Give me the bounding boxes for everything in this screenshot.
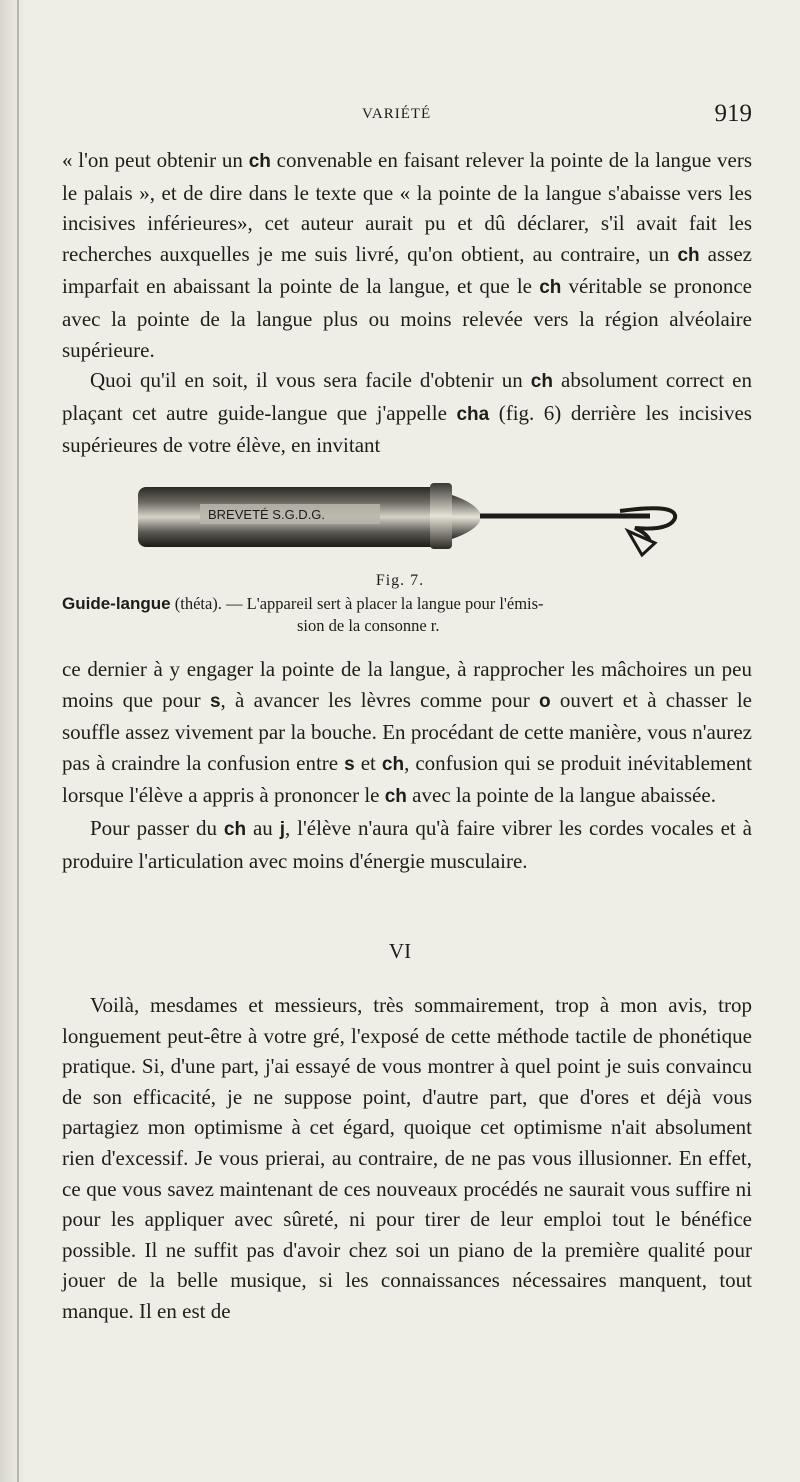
phoneme-mark: ch — [384, 786, 407, 808]
figure-caption — [62, 593, 762, 637]
text-run: Pour passer du — [90, 815, 224, 840]
ferrule — [430, 483, 452, 549]
figure-label: Fig. 7. — [375, 572, 425, 589]
caption-title: Guide-langue — [62, 594, 171, 613]
caption-line-1 — [62, 593, 762, 615]
phoneme-mark: cha — [456, 403, 490, 425]
text-block-1 — [62, 145, 752, 461]
phoneme-mark: s — [344, 753, 355, 775]
paragraph — [62, 990, 752, 1327]
binding-edge — [17, 0, 19, 1482]
paragraph — [62, 813, 752, 876]
phoneme-mark: s — [209, 690, 221, 712]
page-header — [62, 100, 752, 130]
text-run: , à avancer les lèvres comme pour — [220, 687, 539, 712]
phoneme-mark: ch — [223, 818, 247, 840]
text-run: convenable en faisant relever la pointe de la langue vers le palais », et de dire dans le texte que « la pointe de la langue s'abaisse vers les incisives inférieures», cet auteur aurait pu et dû déclarer, s'il avait fait les recherches auxquelles je me suis livré, qu'on obtient, au contraire, un — [62, 148, 753, 266]
text-run: avec la pointe de la langue abaissée. — [406, 783, 716, 808]
phoneme-mark: ch — [530, 371, 553, 393]
curl-tip — [620, 508, 675, 543]
caption-line-2: sion de la consonne r. — [297, 616, 440, 635]
text-run: Quoi qu'il en soit, il vous sera facile d'obtenir un — [90, 368, 531, 393]
phoneme-mark: ch — [381, 753, 405, 775]
text-run: , l'élève n'aura qu'à faire vibrer les cordes vocales et à produire l'articulation avec moins d'énergie musculaire. — [62, 815, 753, 873]
caption-text: (théta). — L'appareil sert à placer la langue pour l'émis- — [170, 594, 544, 613]
text-block-3 — [62, 990, 752, 1327]
paragraph — [62, 365, 752, 461]
phoneme-mark: ch — [539, 277, 562, 299]
brevete-stamp: BREVETÉ S.G.D.G. — [208, 507, 326, 522]
paragraph — [62, 145, 752, 365]
phoneme-mark: ch — [248, 151, 271, 172]
text-run: , confusion qui se produit inévitablement lorsque l'élève a appris à prononcer le — [62, 750, 752, 808]
neck — [452, 495, 480, 539]
text-run: au — [246, 815, 280, 840]
section-number: VI — [388, 939, 412, 963]
text-run: ce dernier à y engager la pointe de la langue, à rapprocher les mâchoires un peu moins que pour — [62, 657, 752, 712]
phoneme-mark: j — [279, 818, 286, 840]
text-block-2 — [62, 654, 752, 876]
text-run: « l'on peut obtenir un — [62, 148, 249, 172]
text-run: assez imparfait en abaissant la pointe de la langue, et que le — [62, 241, 752, 299]
text-run: Voilà, mesdames et messieurs, très sommairement, trop à mon avis, trop longuement peut-être à votre gré, l'exposé de cette méthode tactile de phonétique pratique. Si, d'une part, j'ai essayé de vous montrer à quel point je suis convaincu de son efficacité, je ne suppose point, d'autre part, que d'ores et déjà vous partagiez mon optimisme à cet égard, quoique cet optimisme n'ait absolument rien d'excessif. Je vous prierai, au contraire, de ne pas vous illusionner. En effet, ce que vous savez maintenant de ces nouveaux procédés ne saurait vous suffire ni pour les appliquer avec sûreté, ni pour tirer de leur emploi tout le bénéfice possible. Il ne suffit pas d'avoir chez soi un piano de la première qualité pour jouer de la belle musique, si les connaissances nécessaires manquent, tout manque. Il en est de — [62, 993, 752, 1323]
figure-guide-langue — [130, 473, 690, 573]
paragraph — [62, 654, 752, 813]
tip-blade — [628, 531, 655, 555]
page-number: 919 — [714, 100, 752, 127]
text-run: et — [354, 750, 382, 775]
text-run: ouvert et à chasser le souffle assez vivement par la bouche. En procédant de cette manière, vous n'aurez pas à craindre la confusion entre — [62, 687, 753, 775]
phoneme-mark: ch — [677, 244, 700, 266]
page-edge — [0, 0, 26, 1482]
text-run: (fig. 6) derrière les incisives supérieures de votre élève, en invitant — [62, 400, 752, 458]
phoneme-mark: o — [539, 690, 551, 712]
text-run: véritable se prononce avec la pointe de la langue plus ou moins relevée vers la région alvéolaire supérieure. — [62, 274, 752, 362]
running-head: VARIÉTÉ — [362, 106, 432, 122]
guide-langue-illustration — [130, 473, 690, 573]
text-run: absolument correct en plaçant cet autre guide-langue que j'appelle — [62, 368, 753, 425]
